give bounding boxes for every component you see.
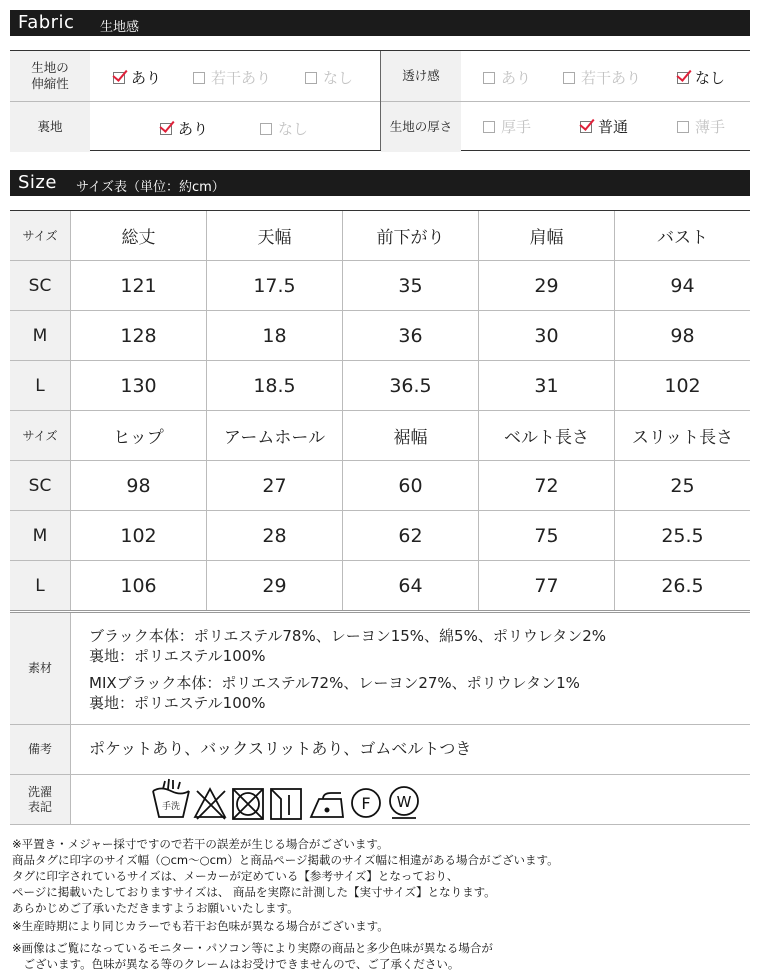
svg-text:F: F	[361, 794, 371, 813]
hand-wash-icon	[153, 779, 189, 817]
note-line: ございます。色味が異なる等のクレームはお受けできませんので、ご了承ください。	[12, 957, 460, 971]
column-header: 肩幅	[478, 211, 614, 260]
table-cell: 102	[614, 361, 750, 410]
checkbox-icon	[305, 72, 317, 84]
size-table-2-header	[10, 411, 750, 461]
dry-clean-f-icon	[352, 789, 380, 817]
column-header: ヒップ	[70, 411, 206, 460]
table-row	[10, 361, 750, 411]
table-row	[10, 461, 750, 511]
checkbox-checked-icon	[580, 121, 592, 133]
table-cell: 98	[70, 461, 206, 510]
checkbox-checked-icon	[677, 72, 689, 84]
size-table-1-header	[10, 211, 750, 261]
table-cell: 25	[614, 461, 750, 510]
material-line: MIXブラック本体：ポリエステル72%、レーヨン27%、ポリウレタン1%	[89, 673, 580, 692]
checkbox-icon	[483, 121, 495, 133]
column-header: スリット長さ	[614, 411, 750, 460]
size-label: M	[10, 511, 70, 560]
table-cell: 130	[70, 361, 206, 410]
wet-clean-w-icon	[390, 787, 418, 818]
table-cell: 26.5	[614, 561, 750, 610]
note-line: ページに掲載いたしておりますサイズは、 商品を実際に計測した【実寸サイズ】となります。	[12, 885, 496, 899]
table-cell: 18.5	[206, 361, 342, 410]
size-section-subtitle: サイズ表（単位：約cm）	[76, 180, 225, 195]
checkbox-checked-icon	[113, 72, 125, 84]
material-line: 裏地：ポリエステル100%	[89, 693, 266, 712]
stretch-option-yes[interactable]: あり	[113, 67, 161, 88]
note-line: ※生産時期により同じカラーでも若干お色味が異なる場合がございます。	[12, 919, 389, 933]
size-table	[10, 210, 750, 597]
care-label: 洗濯 表記	[10, 775, 70, 824]
table-cell: 27	[206, 461, 342, 510]
no-tumble-dry-icon	[233, 789, 263, 819]
column-header: 裾幅	[342, 411, 478, 460]
checkbox-icon	[260, 123, 272, 135]
table-cell: 36	[342, 311, 478, 360]
column-header: 総丈	[70, 211, 206, 260]
table-cell: 128	[70, 311, 206, 360]
svg-text:手洗: 手洗	[161, 802, 181, 812]
sheer-option-no[interactable]: なし	[677, 67, 725, 88]
fabric-table	[10, 50, 750, 151]
thickness-option-thin[interactable]: 薄手	[677, 116, 725, 137]
table-cell: 31	[478, 361, 614, 410]
table-cell: 98	[614, 311, 750, 360]
table-row	[10, 261, 750, 311]
table-cell: 36.5	[342, 361, 478, 410]
disclaimer-notes	[12, 836, 752, 972]
note-line: タグに印字されているサイズは、メーカーが定めている【参考サイズ】となっており、	[12, 869, 459, 883]
table-cell: 35	[342, 261, 478, 310]
thickness-option-normal[interactable]: 普通	[580, 116, 628, 137]
table-cell: 29	[478, 261, 614, 310]
sheer-label: 透け感	[381, 51, 461, 101]
no-bleach-icon	[195, 789, 225, 819]
stretch-label: 生地の 伸縮性	[10, 51, 90, 101]
material-label: 素材	[10, 613, 70, 724]
stretch-option-no[interactable]: なし	[305, 67, 353, 88]
size-label: L	[10, 361, 70, 410]
material-line: ブラック本体：ポリエステル78%、レーヨン15%、綿5%、ポリウレタン2%	[89, 627, 607, 645]
table-cell: 121	[70, 261, 206, 310]
size-label: SC	[10, 261, 70, 310]
care-symbols-svg	[151, 777, 451, 821]
remarks-value: ポケットあり、バックスリットあり、ゴムベルトつき	[70, 725, 750, 774]
size-label: L	[10, 561, 70, 610]
fabric-section-subtitle: 生地感	[100, 20, 140, 35]
note-line: あらかじめご了承いただきますようお願いいたします。	[12, 901, 299, 915]
size-label: SC	[10, 461, 70, 510]
line-dry-shade-icon	[271, 789, 301, 819]
material-line: 裏地：ポリエステル100%	[89, 647, 266, 666]
fabric-section-header	[10, 10, 750, 36]
table-cell: 77	[478, 561, 614, 610]
table-row	[10, 311, 750, 361]
note-line: ※画像はご覧になっているモニター・パソコン等により実際の商品と多少色味が異なる場合が	[12, 941, 493, 955]
lining-option-no[interactable]: なし	[260, 118, 308, 139]
column-header: バスト	[614, 211, 750, 260]
column-header: 天幅	[206, 211, 342, 260]
sheer-option-yes[interactable]: あり	[483, 67, 531, 88]
column-header: アームホール	[206, 411, 342, 460]
size-section-title: Size	[18, 172, 57, 193]
care-row	[10, 775, 750, 825]
table-row	[10, 511, 750, 561]
size-label: M	[10, 311, 70, 360]
table-cell: 72	[478, 461, 614, 510]
product-info-table	[10, 610, 750, 814]
table-cell: 30	[478, 311, 614, 360]
table-cell: 17.5	[206, 261, 342, 310]
iron-low-icon	[311, 793, 343, 817]
table-cell: 102	[70, 511, 206, 560]
table-cell: 25.5	[614, 511, 750, 560]
lining-option-yes[interactable]: あり	[160, 118, 208, 139]
checkbox-icon	[677, 121, 689, 133]
column-header: ベルト長さ	[478, 411, 614, 460]
table-cell: 28	[206, 511, 342, 560]
table-cell: 94	[614, 261, 750, 310]
table-cell: 64	[342, 561, 478, 610]
thickness-label: 生地の厚さ	[381, 102, 461, 152]
checkbox-icon	[193, 72, 205, 84]
table-cell: 62	[342, 511, 478, 560]
note-line: ※平置き・メジャー採寸ですので若干の誤差が生じる場合がございます。	[12, 837, 389, 851]
sheer-option-slight[interactable]: 若干あり	[563, 67, 641, 88]
size-section-header	[10, 170, 750, 196]
material-row	[10, 613, 750, 725]
remarks-row	[10, 725, 750, 775]
table-cell: 106	[70, 561, 206, 610]
column-header: 前下がり	[342, 211, 478, 260]
size-corner-label: サイズ	[10, 211, 70, 260]
care-symbols	[70, 775, 750, 824]
lining-label: 裏地	[10, 102, 90, 152]
material-value	[70, 613, 750, 724]
table-cell: 75	[478, 511, 614, 560]
checkbox-checked-icon	[160, 123, 172, 135]
note-line: 商品タグに印字のサイズ幅（○cm〜○cm）と商品ページ掲載のサイズ幅に相違がある場合がございます。	[12, 853, 559, 867]
size-corner-label: サイズ	[10, 411, 70, 460]
table-row	[10, 561, 750, 611]
checkbox-icon	[483, 72, 495, 84]
remarks-label: 備考	[10, 725, 70, 774]
table-cell: 18	[206, 311, 342, 360]
svg-text:W: W	[396, 793, 412, 811]
fabric-section-title: Fabric	[18, 12, 75, 33]
thickness-option-thick[interactable]: 厚手	[483, 116, 531, 137]
checkbox-icon	[563, 72, 575, 84]
table-cell: 29	[206, 561, 342, 610]
table-cell: 60	[342, 461, 478, 510]
stretch-option-slight[interactable]: 若干あり	[193, 67, 271, 88]
